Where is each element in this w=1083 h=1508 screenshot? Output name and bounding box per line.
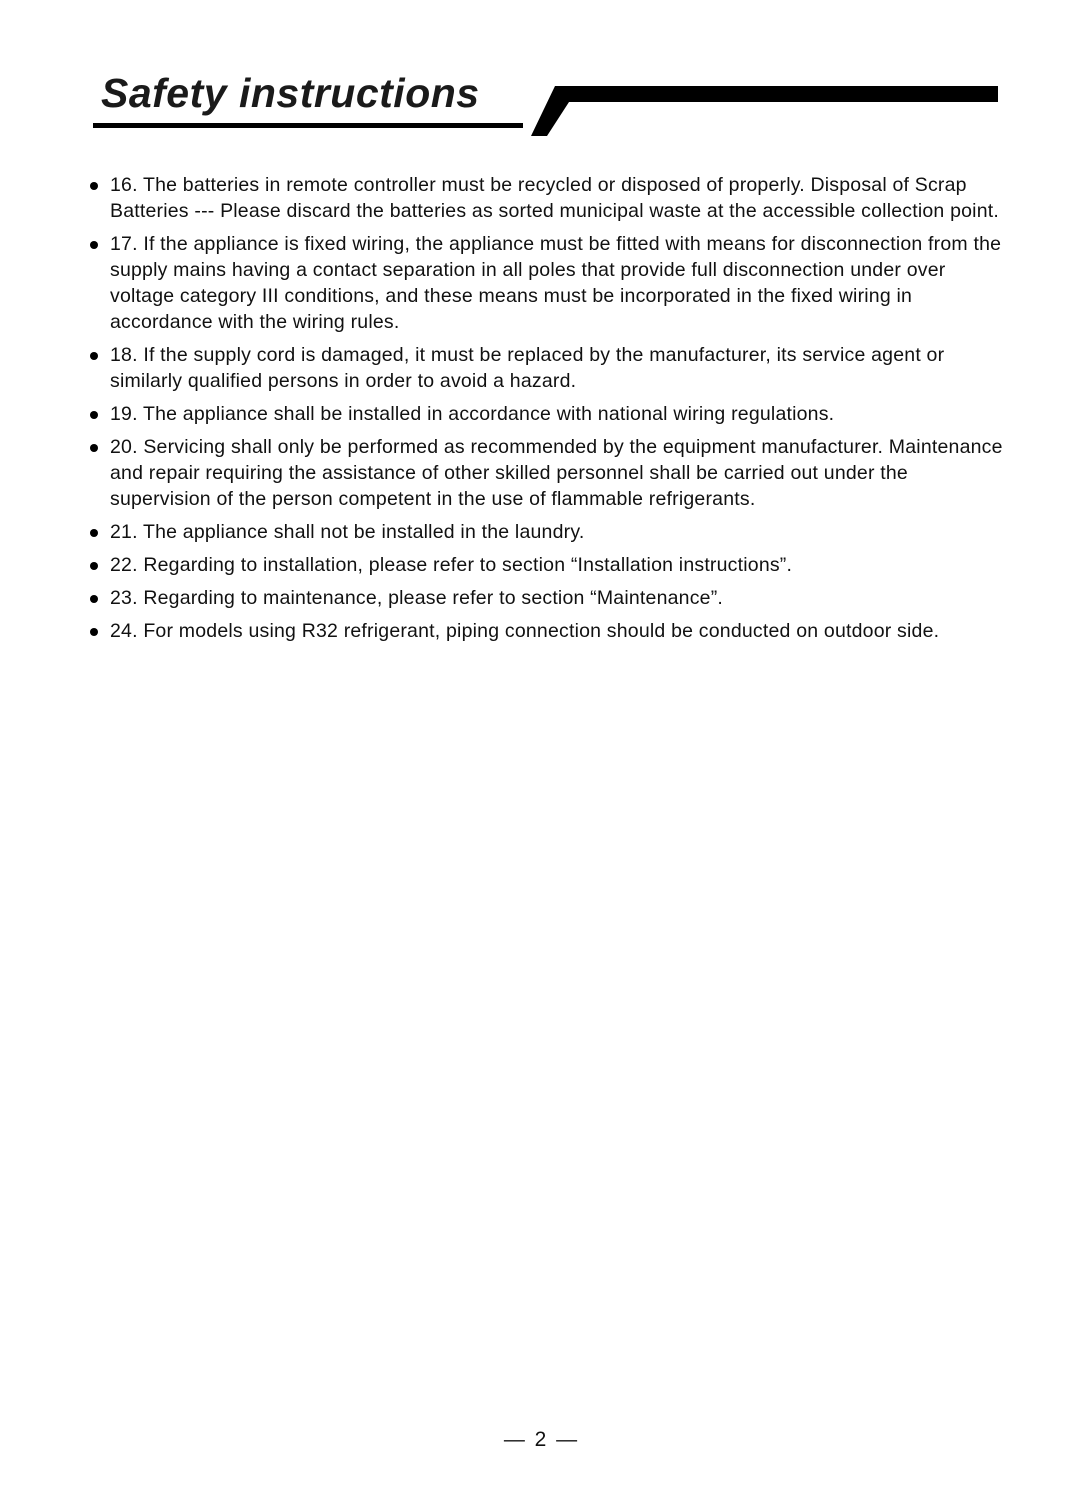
bullet-icon	[88, 401, 110, 427]
title-underline	[93, 70, 523, 128]
page-header	[93, 70, 998, 140]
bullet-icon	[88, 519, 110, 545]
list-item-text: 17. If the appliance is fixed wiring, the appliance must be fitted with means for disconnection from the supply mains having a contact separation in all poles that provide full disconnection under over voltage category III conditions, and these means must be incorporated in the fixed wiring in accordance with the wiring rules.	[110, 233, 1002, 333]
list-item-text: 21. The appliance shall not be installed in the laundry.	[110, 521, 585, 543]
list-item-text: 24. For models using R32 refrigerant, piping connection should be conducted on outdoor side.	[110, 620, 940, 642]
list-item-text: 19. The appliance shall be installed in accordance with national wiring regulations.	[110, 403, 835, 425]
bullet-icon	[88, 231, 110, 257]
list-item	[88, 585, 1005, 611]
page-number: — 2 —	[503, 1428, 580, 1451]
list-item	[88, 552, 1005, 578]
list-item-text: 20. Servicing shall only be performed as recommended by the equipment manufacturer. Maintenance and repair requiring the assistance of other skilled personnel shall be carried out under the supervision of the person competent in the use of flammable refrigerants.	[110, 436, 1003, 510]
list-item-text: 18. If the supply cord is damaged, it must be replaced by the manufacturer, its service agent or similarly qualified persons in order to avoid a hazard.	[110, 344, 945, 392]
bullet-icon	[88, 172, 110, 198]
list-item	[88, 618, 1005, 644]
list-item	[88, 172, 1005, 224]
bullet-icon	[88, 585, 110, 611]
bullet-icon	[88, 342, 110, 368]
list-item	[88, 231, 1005, 335]
page-title: Safety instructions	[101, 70, 480, 116]
header-swoosh-bar	[525, 86, 998, 136]
safety-instructions-list	[88, 172, 1005, 651]
list-item-text: 22. Regarding to installation, please refer to section “Installation instructions”.	[110, 554, 793, 576]
list-item	[88, 401, 1005, 427]
bullet-icon	[88, 552, 110, 578]
bullet-icon	[88, 618, 110, 644]
bullet-icon	[88, 434, 110, 460]
list-item	[88, 434, 1005, 512]
list-item-text: 23. Regarding to maintenance, please refer to section “Maintenance”.	[110, 587, 724, 609]
list-item-text: 16. The batteries in remote controller must be recycled or disposed of properly. Disposal of Scrap Batteries --- Please discard the batteries as sorted municipal waste at the accessible collection point.	[110, 174, 999, 222]
list-item	[88, 519, 1005, 545]
list-item	[88, 342, 1005, 394]
